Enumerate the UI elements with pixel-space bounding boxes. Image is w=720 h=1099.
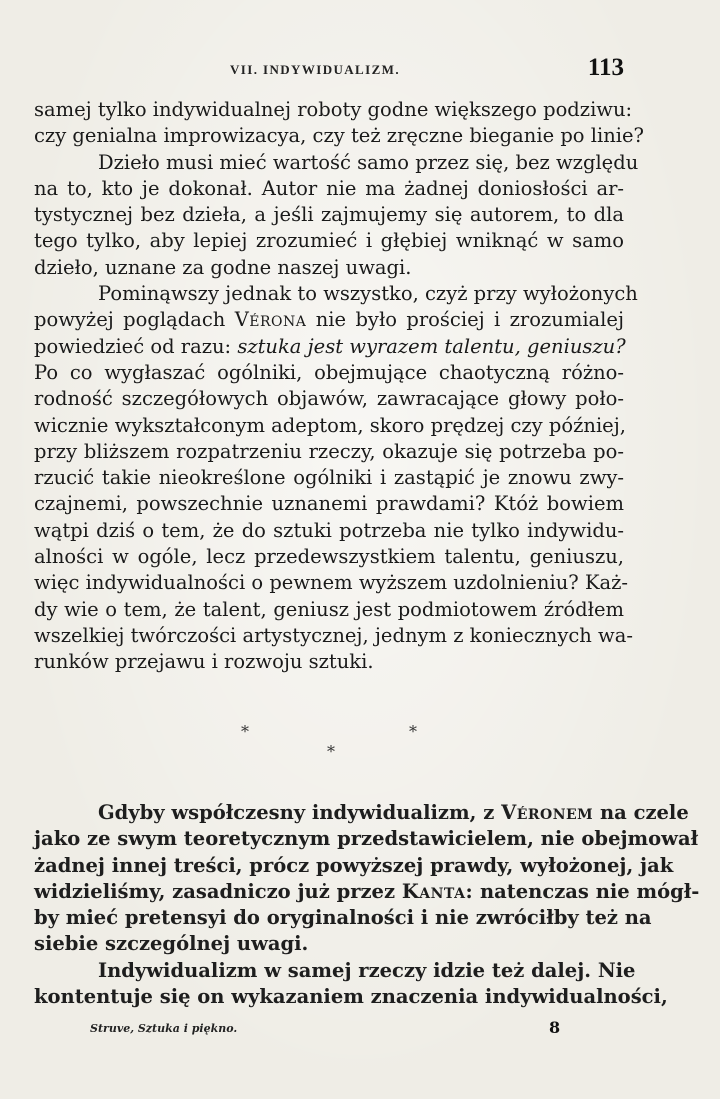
text-fragment: powiedzieć od razu: bbox=[34, 334, 238, 358]
text-line: dy wie o tem, że talent, geniusz jest podmiotowem źródłem bbox=[34, 597, 624, 621]
page-header bbox=[34, 56, 624, 86]
author-name: Kanta: bbox=[401, 879, 474, 903]
asterisk: * bbox=[409, 722, 417, 741]
text-line: Dzieło musi mieć wartość samo przez się, bez względu bbox=[98, 150, 639, 174]
text-line: Indywidualizm w samej rzeczy idzie też dalej. Nie bbox=[98, 958, 636, 982]
text-line: Pominąwszy jednak to wszystko, czyż przy wyłożonych bbox=[98, 282, 638, 306]
text-line: by mieć pretensyi do oryginalności i nie zwróciłby też na bbox=[34, 906, 652, 930]
italic-phrase: sztuka jest wyrazem talentu, geniuszu? bbox=[237, 334, 626, 358]
text-line: jako ze swym teoretycznym przedstawicielem, nie obejmował bbox=[34, 827, 699, 851]
text-line: wicznie wykształconym adeptom, skoro prędzej czy później, bbox=[34, 413, 626, 437]
signature-mark: 8 bbox=[549, 1018, 561, 1037]
text-line: runków przejawu i rozwoju sztuki. bbox=[34, 650, 374, 674]
author-name: Vérona bbox=[234, 308, 307, 332]
text-line: samej tylko indywidualnej roboty godne większego podziwu: bbox=[34, 98, 633, 121]
running-head: VII. INDYWIDUALIZM. bbox=[230, 62, 400, 77]
text-line: tystycznej bez dzieła, a jeśli zajmujemy się autorem, to dla bbox=[34, 203, 624, 227]
text-line: więc indywidualności o pewnem wyższem uzdolnieniu? Każ- bbox=[34, 571, 628, 595]
text-line: siebie szczególnej uwagi. bbox=[34, 932, 309, 956]
text-line: czy genialna improwizacya, czy też zręczne bieganie po linie? bbox=[34, 124, 645, 148]
text-line: alności w ogóle, lecz przedewszystkiem talentu, geniuszu, bbox=[34, 545, 624, 569]
asterisk: * bbox=[327, 742, 335, 761]
section-separator bbox=[0, 722, 720, 772]
text-fragment: na czele bbox=[593, 801, 689, 824]
text-line: dzieło, uznane za godne naszej uwagi. bbox=[34, 255, 412, 279]
author-name: Véronem bbox=[501, 801, 594, 824]
asterisk: * bbox=[241, 722, 249, 741]
page-number: 113 bbox=[587, 54, 624, 81]
printer-signature: Struve, Sztuka i piękno. bbox=[90, 1022, 238, 1035]
main-text bbox=[34, 97, 645, 676]
text-line: wszelkiej twórczości artystycznej, jednym z koniecznych wa- bbox=[34, 623, 633, 647]
text-fragment: widzieliśmy, zasadniczo już przez bbox=[34, 879, 402, 903]
text-line bbox=[34, 879, 700, 905]
text-fragment: powyżej poglądach bbox=[34, 308, 235, 332]
text-line bbox=[34, 800, 689, 826]
text-fragment: nie było prościej i zrozumialej bbox=[306, 308, 624, 332]
text-line bbox=[34, 307, 624, 333]
page-footer bbox=[34, 1018, 561, 1042]
text-line: rodność szczegółowych objawów, zawracające głowy poło- bbox=[34, 387, 624, 411]
text-line: rzucić takie nieokreślone ogólniki i zastąpić je znowu zwy- bbox=[34, 466, 624, 490]
text-line: wątpi dziś o tem, że do sztuki potrzeba nie tylko indywidu- bbox=[34, 518, 624, 542]
text-line: na to, kto je dokonał. Autor nie ma żadnej doniosłości ar- bbox=[34, 176, 624, 200]
text-line: tego tylko, aby lepiej zrozumieć i głębiej wniknąć w samo bbox=[34, 229, 624, 253]
text-line: Po co wygłaszać ogólniki, obejmujące chaotyczną różno- bbox=[34, 360, 624, 384]
text-line: żadnej innej treści, prócz powyższej prawdy, wyłożonej, jak bbox=[34, 853, 674, 877]
text-line: czajnemi, powszechnie uznanemi prawdami? Któż bowiem bbox=[34, 492, 624, 516]
text-line: kontentuje się on wykazaniem znaczenia indywidualności, bbox=[34, 985, 668, 1009]
text-fragment: Gdyby współczesny indywidualizm, z bbox=[98, 801, 502, 824]
text-fragment: natenczas nie mógł- bbox=[473, 879, 700, 903]
text-line bbox=[34, 334, 624, 360]
text-line: przy bliższem rozpatrzeniu rzeczy, okazuje się potrzeba po- bbox=[34, 439, 624, 463]
main-text-continued bbox=[34, 800, 700, 1010]
